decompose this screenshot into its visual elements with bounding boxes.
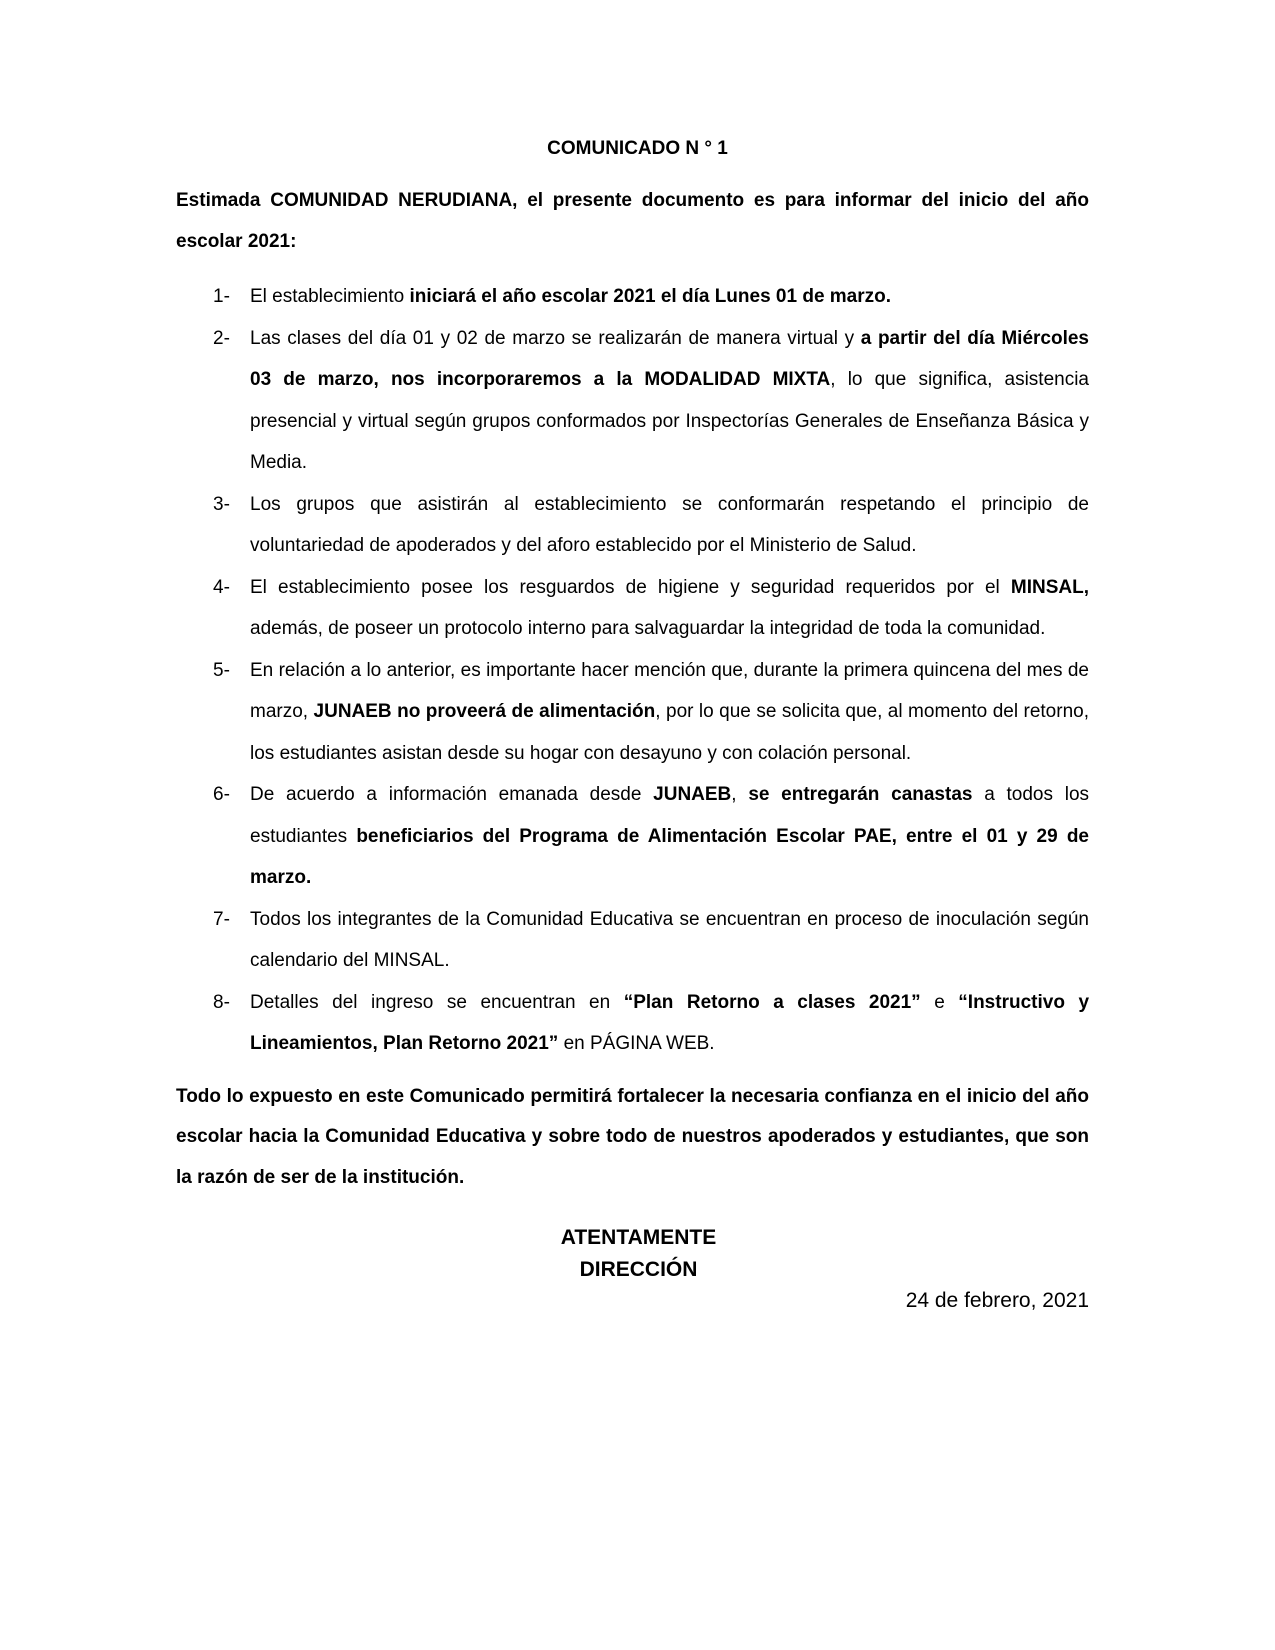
list-item-text: , xyxy=(731,784,749,805)
list-item-number: 3- xyxy=(213,493,230,515)
list-item xyxy=(176,484,1089,567)
list-item-bold-text: JUNAEB xyxy=(653,784,732,805)
list-item-text: En relación a lo anterior, es importante hacer mención que, durante la primera quincena del mes de marzo, xyxy=(250,659,1089,722)
closing-paragraph: Todo lo expuesto en este Comunicado permitirá fortalecer la necesaria confianza en el inicio del año escolar hacia la Comunidad Educativa y sobre todo de nuestros apoderados y estudiantes, que son la razón de ser de la institución. xyxy=(176,1085,1089,1188)
list-item xyxy=(176,318,1089,484)
list-item xyxy=(176,982,1089,1065)
list-item xyxy=(176,899,1089,982)
list-item-text: De acuerdo a información emanada desde xyxy=(250,784,654,805)
list-item-number: 2- xyxy=(213,327,230,349)
list-item-text: , por lo que se solicita que, al momento del retorno, los estudiantes asistan desde su hogar con desayuno y con colación personal. xyxy=(250,701,1089,764)
document-date: 24 de febrero, 2021 xyxy=(905,1289,1089,1312)
list-item xyxy=(176,276,1089,318)
list-item xyxy=(176,774,1089,899)
list-item-text: , lo que significa, asistencia presencial y virtual según grupos conformados por Inspectorías Generales de Enseñanza Básica y Media. xyxy=(250,369,1090,473)
list-item-text: Los grupos que asistirán al establecimiento se conformarán respetando el principio de voluntariedad de apoderados y del aforo establecido por el Ministerio de Salud. xyxy=(250,493,1089,556)
intro-paragraph: Estimada COMUNIDAD NERUDIANA, el presente documento es para informar del inicio del año escolar 2021: xyxy=(176,190,1089,252)
numbered-list xyxy=(176,276,1089,1065)
list-item xyxy=(176,650,1089,775)
list-item-text: además, de poseer un protocolo interno para salvaguardar la integridad de toda la comunidad. xyxy=(250,618,1046,639)
list-item-bold-text: a partir del día Miércoles 03 de marzo, nos incorporaremos a la MODALIDAD MIXTA xyxy=(250,327,1089,390)
list-item-bold-text: beneficiarios del Programa de Alimentación Escolar PAE, entre el 01 y 29 de marzo. xyxy=(250,825,1090,888)
list-item-text: El establecimiento xyxy=(250,286,410,307)
document-page xyxy=(176,136,1089,1316)
list-item-number: 8- xyxy=(213,991,230,1013)
list-item-bold-text: MINSAL, xyxy=(1010,576,1089,598)
list-item-text: a todos los estudiantes xyxy=(250,784,1090,847)
signature-block xyxy=(176,1222,1089,1286)
signature-line-2: DIRECCIÓN xyxy=(579,1258,698,1281)
list-item-number: 1- xyxy=(213,286,230,307)
list-item xyxy=(176,567,1089,650)
list-item-text: en PÁGINA WEB. xyxy=(558,1033,715,1054)
list-item-text: Todos los integrantes de la Comunidad Educativa se encuentran en proceso de inoculación según calendario del MINSAL. xyxy=(250,908,1089,971)
signature-line-1: ATENTAMENTE xyxy=(560,1226,717,1249)
list-item-bold-text: JUNAEB no proveerá de alimentación xyxy=(313,701,656,722)
list-item-bold-text: iniciará el año escolar 2021 el día Lunes 01 de marzo. xyxy=(409,286,892,307)
list-item-number: 4- xyxy=(213,576,230,598)
list-item-number: 7- xyxy=(213,908,230,930)
list-item-text: El establecimiento posee los resguardos de higiene y seguridad requeridos por el xyxy=(250,576,1011,598)
list-item-number: 6- xyxy=(213,784,230,805)
list-item-bold-text: “Plan Retorno a clases 2021” xyxy=(623,991,921,1013)
list-item-bold-text: se entregarán canastas xyxy=(748,784,973,805)
list-item-bold-text: “Instructivo y Lineamientos, Plan Retorno 2021” xyxy=(250,991,1090,1054)
document-title: COMUNICADO N ° 1 xyxy=(547,138,728,159)
list-item-text: Las clases del día 01 y 02 de marzo se realizarán de manera virtual y xyxy=(250,327,861,349)
list-item-text: e xyxy=(920,991,959,1013)
list-item-text: Detalles del ingreso se encuentran en xyxy=(250,991,624,1013)
list-item-number: 5- xyxy=(213,659,230,681)
